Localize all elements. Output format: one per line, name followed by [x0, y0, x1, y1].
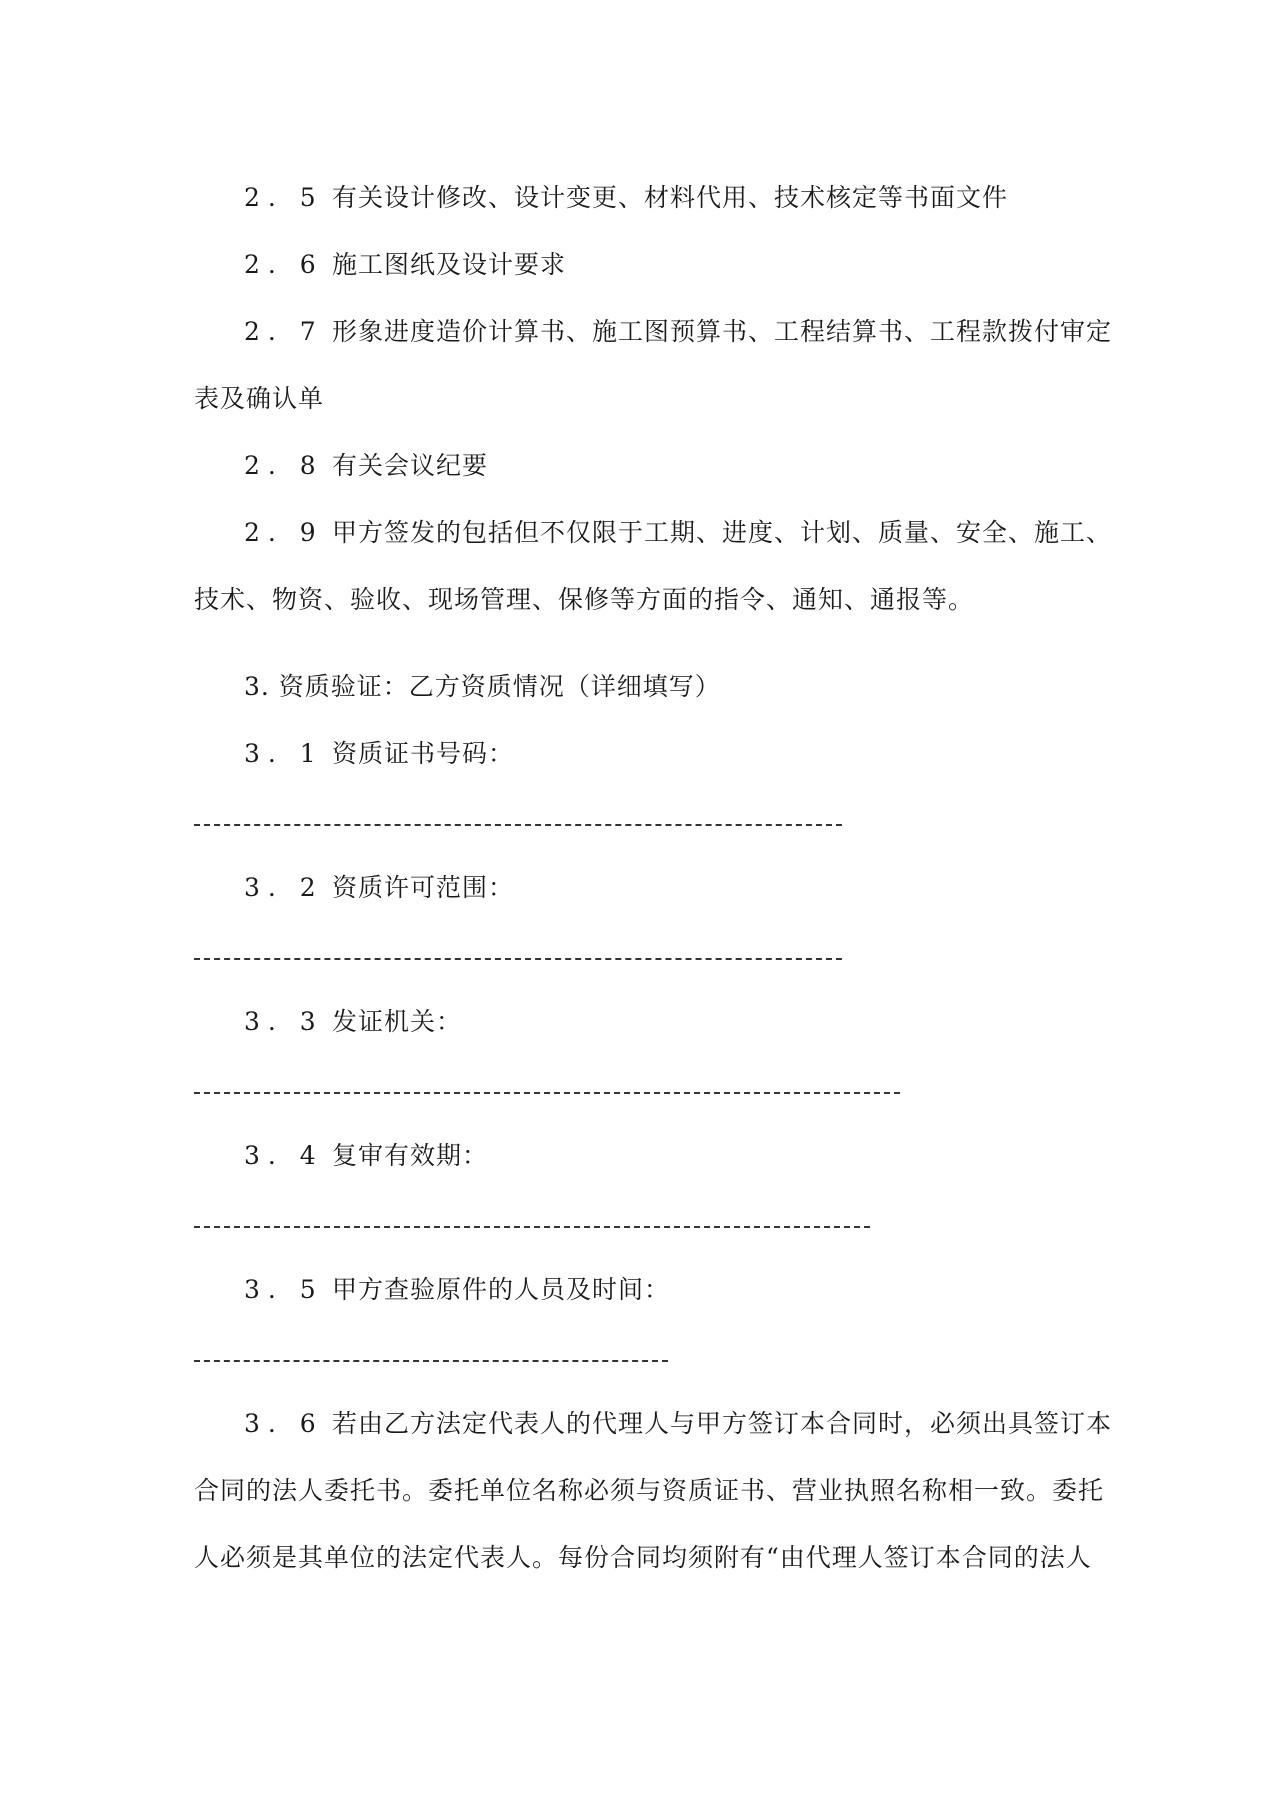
clause-3-3 — [194, 988, 1094, 1055]
clause-text: 甲方查验原件的人员及时间： — [332, 1275, 671, 1304]
clause-text: 复审有效期： — [332, 1141, 489, 1170]
clause-text: 资质许可范围： — [332, 873, 515, 902]
fill-in-blank-3-5[interactable] — [194, 1323, 1094, 1390]
clause-2-7 — [194, 298, 1113, 365]
clause-number: 3. 6 — [244, 1409, 324, 1438]
blank-underline — [194, 1226, 870, 1228]
clause-2-5 — [194, 164, 1094, 231]
clause-text: 甲方签发的包括但不仅限于工期、进度、计划、质量、安全、施工、 — [332, 518, 1113, 547]
clause-text: 有关会议纪要 — [332, 451, 489, 480]
clause-number: 2. 8 — [244, 451, 324, 480]
clause-3-1 — [194, 720, 1094, 787]
clause-number: 2. 7 — [244, 317, 324, 346]
clause-text: 施工图纸及设计要求 — [332, 250, 567, 279]
fill-in-blank-3-4[interactable] — [194, 1189, 1094, 1256]
clause-number: 3. 5 — [244, 1275, 324, 1304]
blank-underline — [194, 1092, 900, 1094]
clause-number: 2. 5 — [244, 183, 324, 212]
clause-3-5 — [194, 1256, 1094, 1323]
clause-2-9 — [194, 499, 1113, 566]
clause-number: 3. 1 — [244, 739, 324, 768]
fill-in-blank-3-2[interactable] — [194, 921, 1094, 988]
clause-text: 若由乙方法定代表人的代理人与甲方签订本合同时，必须出具签订本 — [332, 1409, 1113, 1438]
clause-number: 3. 2 — [244, 873, 324, 902]
clause-3-2 — [194, 854, 1094, 921]
clause-text: 形象进度造价计算书、施工图预算书、工程结算书、工程款拨付审定 — [332, 317, 1113, 346]
section-3-heading: 3. 资质验证：乙方资质情况（详细填写） — [244, 672, 721, 701]
clause-3-6 — [194, 1390, 1113, 1457]
clause-number: 2. 6 — [244, 250, 324, 279]
blank-underline — [194, 958, 842, 960]
clause-3-6-continuation-1: 合同的法人委托书。委托单位名称必须与资质证书、营业执照名称相一致。委托 — [194, 1476, 1105, 1505]
fill-in-blank-3-3[interactable] — [194, 1055, 1094, 1122]
clause-text: 发证机关： — [332, 1007, 463, 1036]
clause-3-6-continuation-2: 人必须是其单位的法定代表人。每份合同均须附有“由代理人签订本合同的法人 — [194, 1543, 1092, 1572]
clause-3-4 — [194, 1122, 1094, 1189]
clause-2-6 — [194, 231, 1094, 298]
clause-2-7-continuation: 表及确认单 — [194, 384, 325, 413]
clause-number: 2. 9 — [244, 518, 324, 547]
clause-number: 3. 3 — [244, 1007, 324, 1036]
clause-text: 资质证书号码： — [332, 739, 515, 768]
fill-in-blank-3-1[interactable] — [194, 787, 1094, 854]
clause-2-8 — [194, 432, 1094, 499]
document-page — [194, 164, 1113, 1591]
clause-text: 有关设计修改、设计变更、材料代用、技术核定等书面文件 — [332, 183, 1009, 212]
blank-underline — [194, 824, 842, 826]
clause-number: 3. 4 — [244, 1141, 324, 1170]
clause-2-9-continuation: 技术、物资、验收、现场管理、保修等方面的指令、通知、通报等。 — [194, 585, 975, 614]
blank-underline — [194, 1360, 668, 1362]
